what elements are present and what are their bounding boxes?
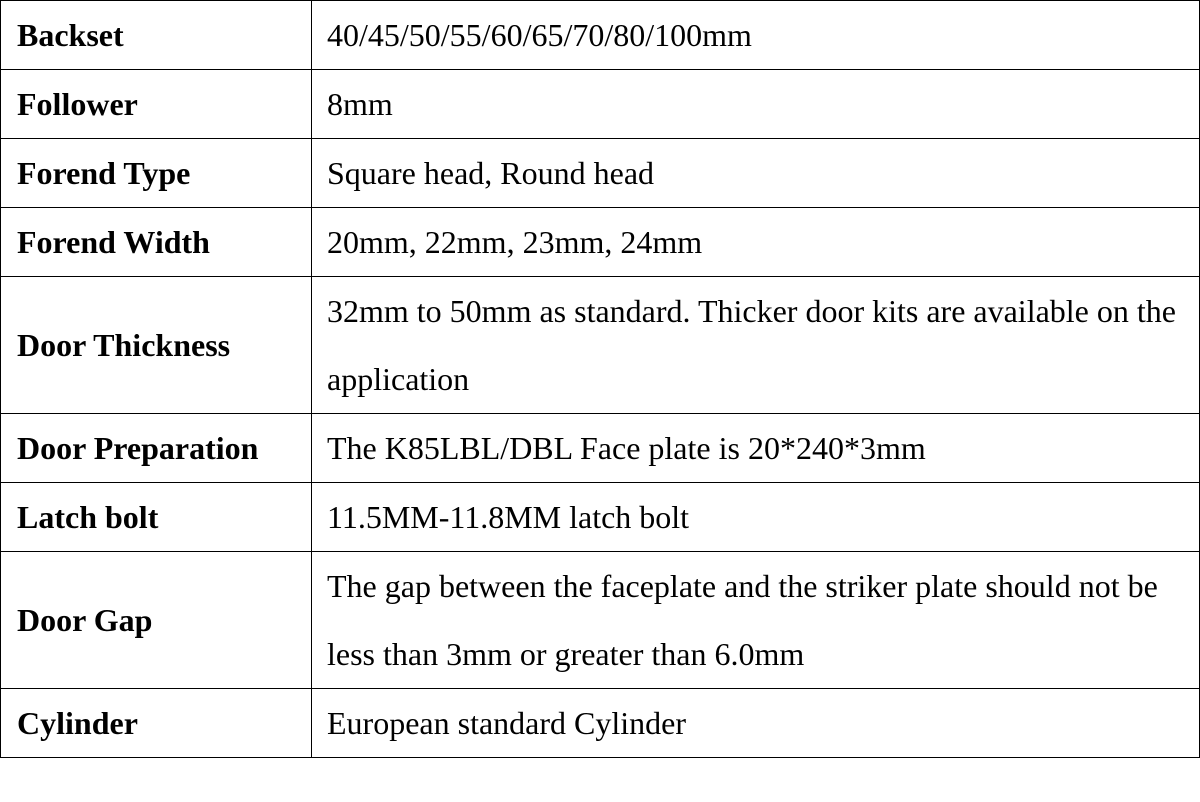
row-label: Latch bolt xyxy=(1,483,312,552)
row-label: Forend Type xyxy=(1,139,312,208)
row-value: 40/45/50/55/60/65/70/80/100mm xyxy=(312,1,1200,70)
row-value: 20mm, 22mm, 23mm, 24mm xyxy=(312,208,1200,277)
row-value: The K85LBL/DBL Face plate is 20*240*3mm xyxy=(312,414,1200,483)
table-row-latch-bolt xyxy=(1,483,1200,552)
row-label: Door Thickness xyxy=(1,277,312,414)
row-value: 11.5MM-11.8MM latch bolt xyxy=(312,483,1200,552)
table-row-cylinder xyxy=(1,689,1200,758)
row-value: Square head, Round head xyxy=(312,139,1200,208)
row-value: The gap between the faceplate and the striker plate should not be less than 3mm or greater than 6.0mm xyxy=(312,552,1200,689)
table-row-door-gap xyxy=(1,552,1200,689)
row-label: Follower xyxy=(1,70,312,139)
table-row-door-thickness xyxy=(1,277,1200,414)
row-label: Door Gap xyxy=(1,552,312,689)
table-row-follower xyxy=(1,70,1200,139)
row-label: Door Preparation xyxy=(1,414,312,483)
row-label: Forend Width xyxy=(1,208,312,277)
table-row-backset xyxy=(1,1,1200,70)
row-value: European standard Cylinder xyxy=(312,689,1200,758)
table-row-forend-type xyxy=(1,139,1200,208)
row-label: Cylinder xyxy=(1,689,312,758)
table-row-forend-width xyxy=(1,208,1200,277)
row-value: 32mm to 50mm as standard. Thicker door kits are available on the application xyxy=(312,277,1200,414)
row-label: Backset xyxy=(1,1,312,70)
row-value: 8mm xyxy=(312,70,1200,139)
table-row-door-preparation xyxy=(1,414,1200,483)
